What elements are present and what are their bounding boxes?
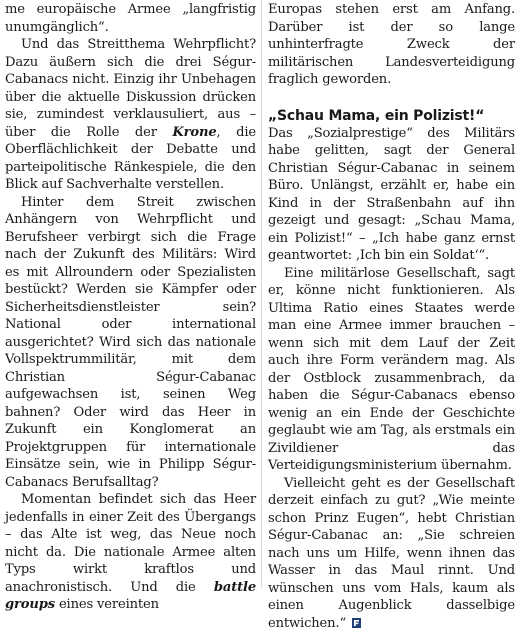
article-paragraph (5, 1, 256, 36)
article-paragraph (268, 1, 515, 89)
emphasized-term: Krone (172, 125, 216, 140)
article-paragraph (5, 491, 256, 614)
left-text-column (5, 1, 256, 614)
article-paragraph (268, 475, 515, 632)
paragraph-text: me europäische Armee „langfristig unumgänglich“. (5, 2, 256, 35)
paragraph-text: Eine militärlose Gesellschaft, sagt er, könne nicht funktionieren. Als Ultima Ratio eines Staates werde man eine Armee immer brauchen – wenn sich mit dem Lauf der Zeit auch ihre Form verändern mag. Als der Ostblock zusammenbrach, da haben die Ségur-Cabanacs ebenso wenig an ein Ende der Geschichte geglaubt wie am Tag, als erstmals ein Zivildiener das Verteidigungsministerium übernahm. (268, 266, 515, 474)
paragraph-text: Momentan befindet sich das Heer jedenfalls in einer Zeit des Übergangs – das Alte ist weg, das Neue noch nicht da. Die nationale Armee alten Typs wirkt kraftlos und anachronistisch. Und die (5, 492, 256, 595)
article-paragraph (5, 194, 256, 492)
emphasized-term: battle groups (5, 580, 256, 613)
paragraph-text: Und das Streitthema Wehrpflicht? Dazu äußern sich die drei Ségur-Cabanacs nicht. Einzig ihr Unbehagen über die aktuelle Diskussion drücken sie, zumindest verklausuliert, aus – über die Rolle der (5, 37, 256, 140)
right-text-column (268, 1, 515, 632)
paragraph-text: eines vereinten (55, 597, 159, 612)
article-paragraph (5, 36, 256, 194)
article-paragraph (268, 125, 515, 265)
end-of-article-icon (352, 618, 361, 628)
paragraph-text: Vielleicht geht es der Gesellschaft derzeit einfach zu gut? „Wie meinte schon Prinz Eugen“, hebt Christian Ségur-Cabanac an: „Sie schreien nach uns um Hilfe, wenn ihnen das Wasser in das Maul rinnt. Und wünschen uns vom Hals, kaum als einen Augenblick dasselbige entwichen.“ (268, 476, 515, 631)
article-subheading: „Schau Mama, ein Polizist!“ (268, 107, 515, 125)
paragraph-text: Hinter dem Streit zwischen Anhängern von Wehrpflicht und Berufsheer verbirgt sich die Frage nach der Zukunft des Militärs: Wird es mit Allroundern oder Spezialisten bestückt? Werden sie Kämpfer oder Sicherheitsdienstleister sein? National oder international ausgerichtet? Wird sich das nationale Vollspektrummilitär, mit dem Christian Ségur-Cabanac aufgewachsen ist, seinen Weg bahnen? Oder wird das Heer in Zukunft ein Konglomerat an Projektgruppen für internationale Einsätze sein, wie in Philipp Ségur-Cabanacs Berufsalltag? (5, 195, 256, 490)
paragraph-text: , die Oberflächlichkeit der Debatte und parteipolitische Ränkespiele, die den Blick auf Sachverhalte verstellen. (5, 125, 256, 193)
article-paragraph (268, 265, 515, 475)
column-divider (261, 0, 262, 588)
paragraph-text: Das „Sozialprestige“ des Militärs habe gelitten, sagt der General Christian Ségur-Cabanac in seinem Büro. Unlängst, erzählt er, habe ein Kind in der Straßenbahn auf ihn gezeigt und gesagt: „Schau Mama, ein Polizist!“ – „Ich habe ganz ernst geantwortet: ‚Ich bin ein Soldat‘“. (268, 126, 515, 264)
paragraph-text: Europas stehen erst am Anfang. Darüber ist der so lange unhinterfragte Zweck der militärischen Landesverteidigung fraglich geworden. (268, 2, 515, 87)
